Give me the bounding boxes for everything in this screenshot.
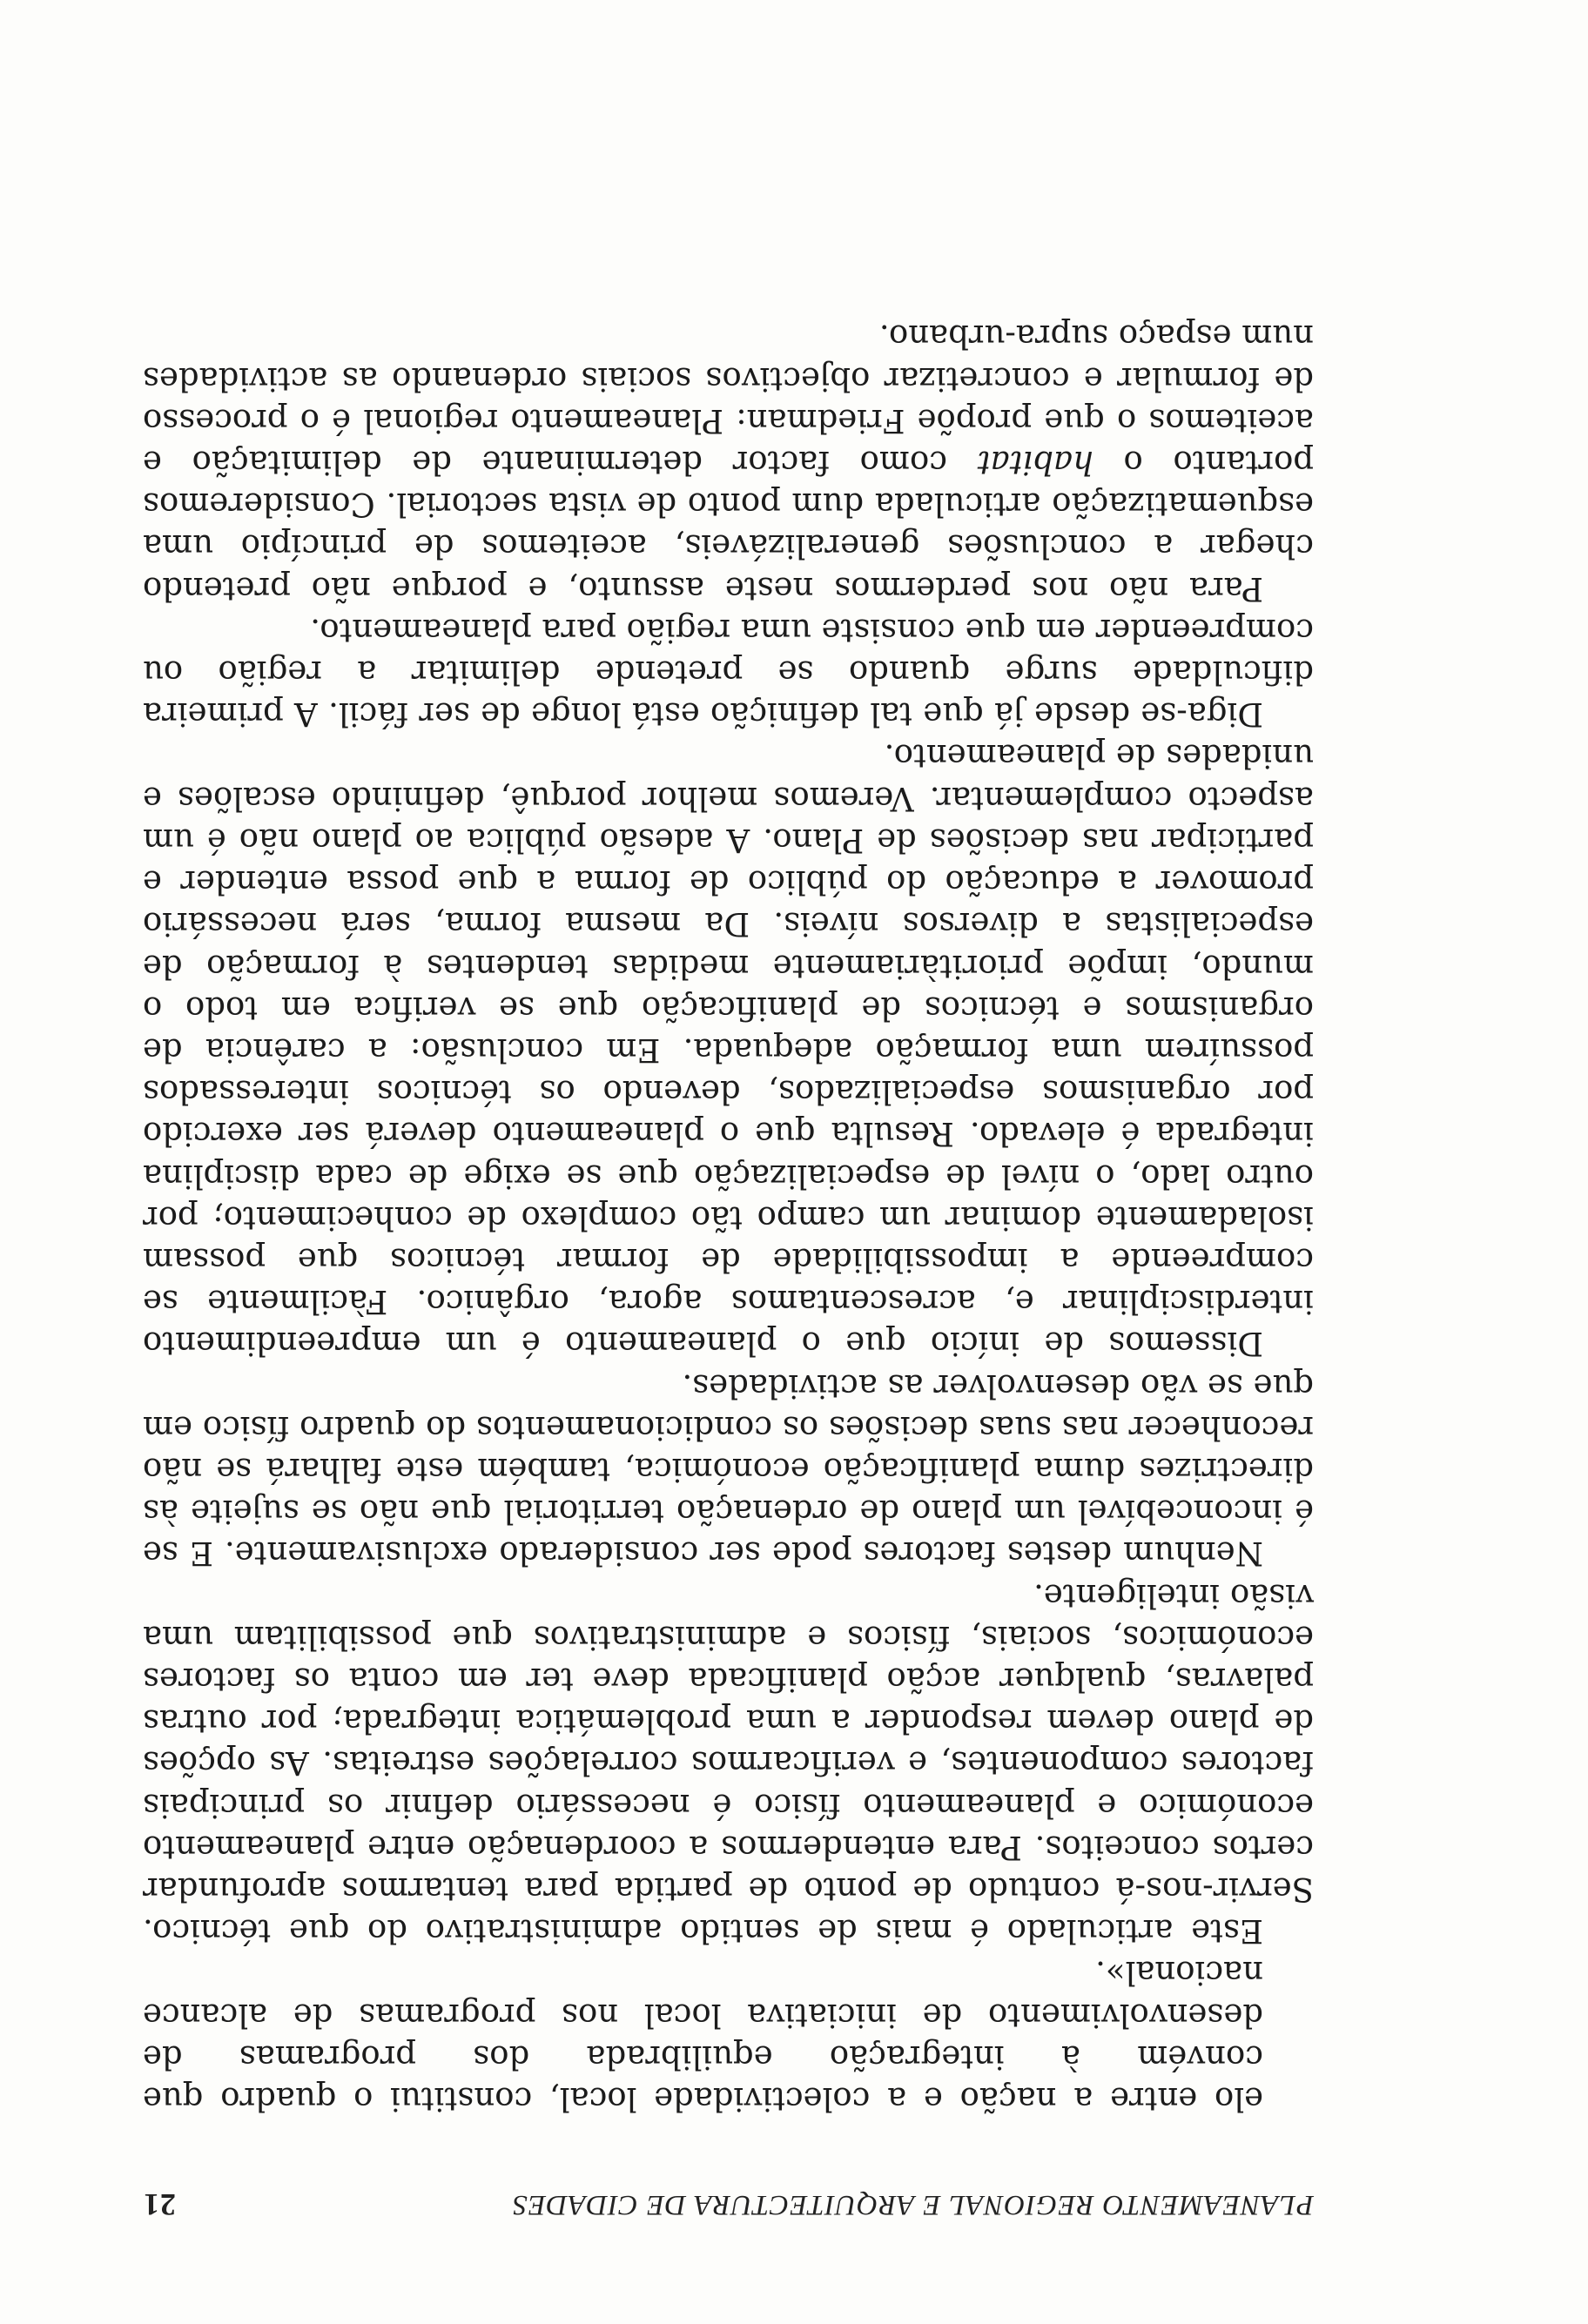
paragraph-quote-continuation: elo entre a nação e a colectividade local, constitui o quadro que convém à integração equilibrada dos programas de desenvolvimento de iniciativa local nos programas de alcance nacional».: [143, 1954, 1263, 2118]
paragraph: Diga-se desde já que tal definição está longe de ser fácil. A primeira dificuldade surge quando se pretende delimitar a região ou compreender em que consiste uma região para planeamento.: [143, 611, 1314, 734]
paragraph: Dissemos de início que o planeamento é um empreendimento interdisciplinar e, acrescentamos agora, orgânico. Fàcilmente se compreende a impossibilidade de formar técnicos que possam isoladamente dominar um campo tão complexo de conhecimento; por outro lado, o nível de especialização que se exige de cada disciplina integrada é elevado. Resulta que o planeamento deverá ser exercido por organismos especializados, devendo os técnicos interessados possuírem uma formação adequada. Em conclusão: a carência de organismos e técnicos de planificação que se verifica em todo o mundo, impõe prioritàriamente medidas tendentes à formação de especialistas a diversos níveis. Da mesma forma, será necessário promover a educação do público de forma a que possa entender e participar nas decisões de Plano. A adesão pública ao plano não é um aspecto complementar. Veremos melhor porquê, definindo escalões e unidades de planeamento.: [143, 737, 1314, 1363]
italic-term: habitat: [977, 444, 1093, 482]
page-header: [143, 2180, 1314, 2226]
page-content: [143, 315, 1314, 2226]
paragraph-text-after: como factor determinante de delimitação e aceitemos o que propõe Friedman: Planeamento regional é o processo de formular e concretizar objectivos sociais ordenando as actividades num espaço supra-urbano.: [143, 318, 1314, 482]
page-number: 21: [143, 2187, 176, 2222]
paragraph: Nenhum destes factores pode ser considerado exclusivamente. E se é inconcebível um plano de ordenação territorial que não se sujeite às directrizes duma planificação económica, também este falhará se não reconhecer nas suas decisões os condicionamentos do quadro físico em que se vão desenvolver as actividades.: [143, 1367, 1314, 1573]
paragraph-text-before: Para não nos perdermos neste assunto, e porque não pretendo chegar a conclusões generalizáveis, aceitemos de princípio uma esquematização articulada dum ponto de vista sectorial. Consideremos portanto o: [143, 444, 1314, 608]
paragraph: Este articulado é mais de sentido administrativo do que técnico. Servir-nos-á contudo de ponto de partida para tentarmos aprofundar certos conceitos. Para entendermos a coordenação entre planeamento económico e planeamento físico é necessário definir os principais factores componentes, e verificarmos correlações estreitas. As opções de plano devem responder a uma problemática integrada; por outras palavras, qualquer acção planificada deve ter em conta os factores económicos, sociais, físicos e administrativos que possibilitam uma visão inteligente.: [143, 1576, 1314, 1951]
paragraph-with-italic: [143, 315, 1314, 608]
running-title: PLANEAMENTO REGIONAL E ARQUITECTURA DE CIDADES: [512, 2189, 1314, 2220]
